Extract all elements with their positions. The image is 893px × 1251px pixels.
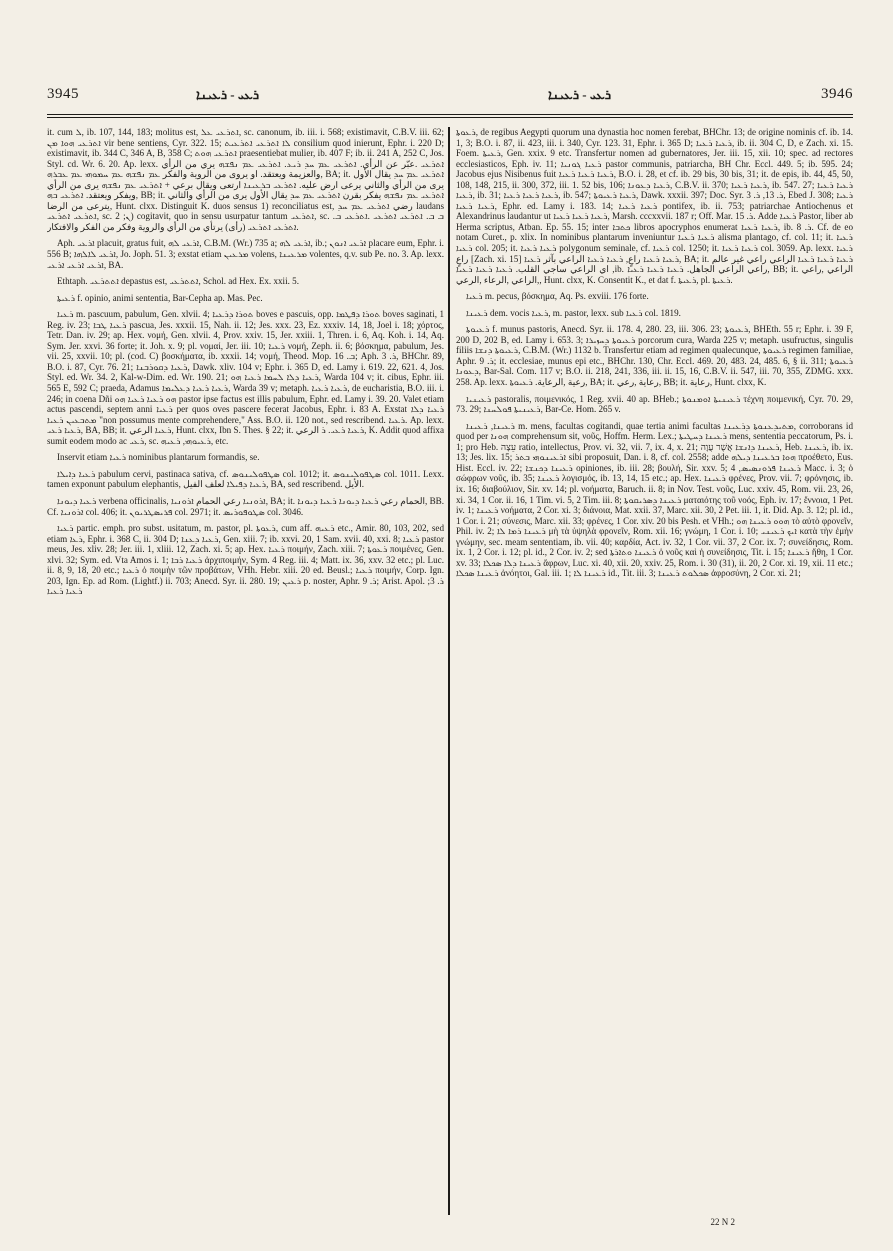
column-divider [448,127,450,1215]
page-number-left: 3945 [47,86,79,102]
entry-paragraph: ܪܥܝܢܝܐ pastoralis, ποιμενικός, 1 Reg. xvii. 40 ap. BHeb.; ܪܥܝܢܝܬܐ ܐܘܡܢܘܬܐ τέχνη ποιμενική, Cyr. 70. 29, 73. 29; ܪܥܝܢܝܬܐ ܦܘܠܚܢܐ, Bar-Ce. Hom. 265 v. [456,393,853,415]
entry-paragraph: Aph. ܐܪܥܝ placuit, gratus fuit, ܐܪܥܝ ܠܗ, C.B.M. (Wr.) 735 a; ܐܪܥܝ ܠܗ, ib.; ܐܪܥܝ ܐܢܘܢ placare eum, Ephr. i. 556 B; ܐܪܥܝ ܠܐܠܗܐ, Jo. Joph. 51. 3; exstat etiam ܡܪܥܝܢ volens, ܡܪܥܝܢܐ volentes, q.v. sub Pe. no. 3. Ap. lexx. ܐܪܥܝ ܐܪܥܝ ܐܪܥܝ, BA. [47,238,444,270]
entry-paragraph: Inservit etiam ܪܥܝܐ nominibus plantarum formandis, se. [57,452,260,463]
entry-paragraph: ܪܥܝܐ m. pecus, βόσκημα, Aq. Ps. exviii. 176 forte. [466,291,649,302]
entry-paragraph: it. cum ܠ, ib. 107, 144, 183; molitus est, ܐܬܪܥܝ ܥܠ, sc. canonum, ib. iii. i. 568; existimavit, C.B.V. iii. 62; ܐܬܪܥܝ ܗܘܐ ܡܢ vir bene sentiens, Cyr. 322. 15; ܠܐ ܐܬܪܥܝ ܐܬܪܥܝܬ consilium quod inierunt, Ephr. i. 220 D; existimavit, ib. 344 C, 346 A, B, 358 C; ܐܬܪܥܝ ܗܘܬ praesentiebat mulier, ib. 407 F; ib. ii. 241 A, 252 C, Jos. Styl. cd. Wr. 6. 20. Ap. lexx. ܐܬܪܥܝ .عبّر عن الرأي. ܐܬܪܥܝ ܥܡ ܚܕ ܪܝܥ. ܐܬܪܥܝ ܥܡ ܢܦܫܗ يري من الرأي والعزيمة ويعتقد. او يروى من الروية والفكر ܥܡ ܢܦܫܗ ܥܡ ܚܡܘܗܝ ܥܡ ܥܒܪܗ, BA; it. ܐܬܪܥܝ ܥܡ ܚܕ يقال الأول يرى من الرأي والثاني يرعى ارض عليه. ܐܬܪܥܝ ܒܪܥܝܢܐ ارتعى ويقال برعي + ܐܬܪܥܝ ܥܡ ܢܦܫܗ يرى من الرأي ويفكر ويعتقد. ܐܬܪܥܝ ܒܗ, BB; it. ܐܬܪܥܝ ܥܡ ܢܦܫܗ يفكر بقرن ܐܬܪܥܝ ܥܡ ܚܕ يقال الأول يرى من الرأي والثاني يترعى من الرضا, Hunt. clxx. Distinguit K. duos sensus 1) reconciliatus est, رضي ܐܬܪܥܝ ܥܡ ܚܕ laudans ܐܬܪܥܝ ܐܬܪܥܝ, sc. ܢ; 2) cogitavit, quo in sensu usurpatur tantum ܐܬܪܥܝ, sc. ܒ ܒ. ܐܬܪܥܝ ܐܬܪܥܝ .ܐܬܪܥܝ ܒ. ܐܬܪܥܝ ܐܬܪܥܝ (رأى) يرتأي من الرأي والروية وفكر من الفكر والافتكار. [47,127,444,232]
right-column [456,127,853,1215]
running-title-right: ܪܥܝ - ܪܥܝܢܐ [548,87,612,102]
signature-mark: 22 N 2 [710,1217,735,1227]
running-head [0,86,893,110]
entry-paragraph: ܪܥܝܐ partic. emph. pro subst. usitatum, m. pastor, pl. ܪܥܘܬܐ, cum aff. ܪܥܝܗ etc., Amir. 80, 103, 202, sed etiam ܪܥܐ, Ephr. i. 368 C, ii. 304 D; ܪܥܝܐ ܕܥܢܐ, Gen. xiii. 7; ib. xxvi. 20, 1 Sam. xvii. 40, xxi. 8; ܪܥܝܐ pastor meus, Jes. xliv. 28; Jer. iii. 1, xliii. 12, Zach. xi. 5; ap. Hex. ܪܥܝܐ ποιμήν, Zach. xiii. 7; ܪܥܘܬܐ ποιμένες, Gen. xlvi. 32; Sym. ed. Vta Amos i. 1; ܪܥܝܐ ܪܒܐ ἀρχιποιμήν, Sym. 4 Reg. iii. 4; Matt. ix. 36, xxv. 32 etc.; pl. Luc. ii. 8, 9, 18, 20 etc.; ܪܥܝܐ ὁ ποιμὴν τῶν προβάτων, VHh. Hebr. xiii. 20 ed. Beusl.; ܪܥܝܐ ποιμήν, Corp. Ign. 203, Ign. Ep. ad Rom. (Lightf.) ii. 703; Anecd. Syr. ii. 280. 19; ܪܥܝܢ p. noster, Aphr. ܪ. 9; Arist. Apol. ܪ. 3; ܪܥܝܐ ܪܥܝܐ [47,523,444,597]
entry-paragraph: Ethtaph. ܐܬܬܪܥܝ depastus est, ܐܬܬܪܥܝ, Schol. ad Hex. Ex. xxii. 5. [57,276,299,287]
entry-paragraph: ܪܥܝܐ ܕܝܘܢܐ verbena officinalis, ܐܪܘܢܝܐ رعي الحمام ܐܪܘܢܝܐ, BA; it. الحمام رعي ܪܥܝܐ ܕܝܘܢܐ ܪܥܝܐ ܕܝܘܢܐ, BB. Cf. ܐܪܘܢܝܐ col. 406; it. ܦܪܝܣܛܪܝܘܢ col. 2971; it. ܣܛܘܦܘܪܝܣ col. 3046. [47,495,444,517]
entry-paragraph: ܪܥܝܐ m. pascuum, pabulum, Gen. xlvii. 4; ܬܘܪܐ ܕܪܥܝܐ boves e pascuis, opp. ܬܘܪܐ ܕܦܛܡܐ boves saginati, 1 Reg. iv. 23; ܪܥܝܐ ܛܒܐ pascua, Jes. xxxii. 15, Nah. ii. 12; Jes. xxx. 23, Ez. xxxiv. 14, 18, Joel i. 18; χόρτος, Tetr. Dan. iv. 29; ap. Hex. νομή, Gen. xlvii. 4, Prov. xxiv. 15, Jer. xxiii. 1, Thren. i. 6, Aq. Koh. i. 14, Aq. Sym. Jer. xxvi. 36 forte; it. Joh. x. 9; pl. νομαί, Jer. iii. 10; ܪܥܝܐ νομή, Zeph. ii. 6; βόσκημα, pabulum, Jes. vii. 25, xxvii. 10; pl. (cod. C) βοσκήματα, ib. xxxii. 14; νομή, Theod. Mop. ܒ. 16; Aph. ܪ. 3, BHChr. 89, B.O. i. 87, Cyr. 76. 21; ܪܥܝܐ ܕܩܘܪܒܢܐ, Dawk. xliv. 104 v; Ephr. i. 365 D, ed. Lamy i. 619. 22, 621. 4, Jos. Styl. ed. Wr. 34. 2, Kal-w-Dim. ed. Wr. 190. 21; ܪܥܝܐ ܕܠܐ ܠܚܡܐ ܪܥܝܐ ܗܘ, Warda 104 v; it. cibus, Ephr. iii. 565 E, 592 C; praeda, Adamus ܪܥܝܐ ܪܥܝܐ ܕܥܠܝܡܐ, Warda 39 v; metaph. ܪܥܝܐ ܪܥܝܐ, de eucharistia, B.O. iii. i. 246; in coena Dñi ܗܘ ܪܥܝܐ ܪܥܝܐ ܗܘ pastor ipse factus est illis pabulum, Ephr. ed. Lamy i. 39. 20. Valet etiam actus pascendi, septem anni ܪܥܝܐ per quos oves pascere fecerat Jacobus, Ephr. i. 83 A. Exstat ܪܥܝܐ ܕܠܐ ܡܬܒܥܝܢ ܪܥܝܐ "non possumus mente comprehendere," Ass. B.O. ii. 120 not., sed rescribend. ܪܥܝܐ. Ap. lexx. ܪܥܝܐ ܪܥܝ, BA, BB; it. ܪܥܝܐ الرعي, Hunt. clxx, Ibn S. Thes. § 22; it. ܪܥܝܐ ܪܥܝ. ܪ الرعي, K. Addit quod affixa sumit eodem modo ac ܪܥܝ, sc. ܪܥܝܘܗܝ, ܪܥܝܗ, etc. [47,309,444,446]
header-rule [47,114,853,118]
entry-paragraph: ܪܥܝܐ ܕܐܝܠܐ pabulum cervi, pastinaca sativa, cf. ܣܛܦܘܠܝܢܘܣ col. 1012; it. ܣܛܦܘܠܝܢܘܣ col. 1011. Lexx. tamen exponunt pabulum elephantis, ܪܥܝܐ ܕܦܝܠܐ لعلف الفيل, BA, sed rescribend. الأيل. [47,468,444,490]
entry-paragraph: ܪܥܝܢܐ, ܪܥܝܢܐ m. mens, facultas cogitandi, quae tertia animi facultas ܡܬܝܕܥܢܘܬܐ ܕܪܥܝܢܐ, corroborans id quod per ܗܘܢܐ comprehensum sit, νοῦς, Hoffm. Herm. Lex.; ܪܥܝܢܐ ܕܚܛܝܬܐ mens, sententia peccatorum, Ps. i. 1; pro Heb. עֵצָה ratio, intellectus, Prov. vi. 32, vii. 7, ix. 4, x. 21; ܪܥܝܢܐ ܕܐܢܫܐ אֲשֶׁר עֲוָה, Heb. ܪܥܝܢܐ, ib. ix. 13; Jes. lix. 15; ܐܪܥܝܢܘܗܝ ܒܬܪ sibi proposuit, Dan. i. 8, cf. col. 2558; adde ܗܘܐ ܒܪܥܝܢܐ ܕܝܠܗ προέθετο, Eus. Hist. Eccl. iv. 22; ܪܥܝܢܐ ܕܟܢܫܐ opiniones, ib. iii. 28; βουλή, Sir. xxv. 5; ܪܥܝܢܐ ܦܪܘܢܣܝܣ, 4 Macc. i. 3; ὁ σώφρων νοῦς, ib. 35; ܪܥܝܢܐ λογισμός, ib. 13, 14, 15 etc.; ap. Hex. ܪܥܝܢܐ φρένες, Prov. vii. 7; φρόνησις, ib. ix. 16; διαβούλιον, Sir. xv. 14; pl. νοήματα, Baruch. ii. 8; in Nov. Test. νοῦς, Luc. xxiv. 45, Rom. vii. 23, 26, xi. 34, 1 Cor. ii. 16, 1 Tim. vi. 5, 2 Tim. iii. 8; ܪܥܝܢܐ ܕܣܪܝܩܘܬܐ ματαιότης τοῦ νοός, Eph. iv. 17; ἔννοια, 1 Pet. iv. 1; ܪܥܝܢܐ νοήματα, 2 Cor. xi. 3; διάνοια, Mat. xxii. 37, Marc. xii. 30, 2 Pet. iii. 1, it. Did. Ap. 3. 12; pl. id., 1 Cor. i. 21; σύνεσις, Marc. xii. 33; φρένες, 1 Cor. xiv. 20 bis Pesh. et VHh.; ܗܘܘ ܪܥܝܢܐ ܗܘ τὸ αὐτὸ φρονεῖν, Phil. iv. 2; ܪܥܝܢܐ ܪܡܐ ܠܐ μὴ τὰ ὑψηλὰ φρονεῖν, Rom. xii. 16; γνώμη, 1 Cor. i. 10; ܐܝܟ ܪܥܝܢܝ κατὰ τὴν ἐμὴν γνώμην, sec. meam sententiam, ib. vii. 40; καρδία, Act. iv. 32, 1 Cor. vii. 37, 2 Cor. ix. 7; συνείδησις, Rom. ix. 1, 2 Cor. i. 12; pl. id., 2 Cor. iv. 2; sed ܪܥܝܢܐ ܘܬܐܪܬܐ ὁ νοῦς καὶ ἡ συνείδησις, Tit. i. 15; ܪܥܝܢܐ ἤθη, 1 Cor. xv. 33; ܪܥܝܢܐ ܕܠܐ ܣܟܠܐ ἄφρων, Luc. xi. 40, xii. 20, xxiv. 25, Rom. i. 30 (31), ii. 20, 2 Cor. xi. 19, xii. 11 etc.; ܪܥܝܢܐ ܣܟܠܐ ἀνόητοι, Gal. iii. 1; ܪܥܝܢܐ ܠܐ id., Tit. iii. 3; ܣܟܠܘܬ ܪܥܝܢܐ ἀφροσύνη, 2 Cor. xi. 21; [456,420,853,579]
text-columns [47,127,853,1215]
entry-paragraph: ܪܥܘܬܐ, de regibus Aegypti quorum una dynastia hoc nomen ferebat, BHChr. 13; de origine nominis cf. ib. 14. 1, 3; B.O. i. 87, ii. 423, iii. i. 340, Cyr. 123. 31, Ephr. i. 365 D; ܪܥܝܐ ܪܥܝܐ, ib. ii. 304 C, D, e Zach. xi. 15. Foem. ܪܥܝܬܐ, Gen. xxix. 9 etc. Transfertur nomen ad gubernatores, Jer. iii. 15, xii. 10; spec. ad rectores ecclesiasticos, Eph. iv. 11; ܪܥܝܐ ܓܘܢܝܐ pastor communis, patriarcha, BH Chr. Eccl. 449. 5; ib. 595. 24; Jacobus ejus Nisibenus fuit ܪܥܝܐ ܪܥܝܐ ܪܥܝܐ, B.O. i. 28, et cf. ib. 29 bis, 30 bis, 31; it. de epis, ib. 44, 45, 50, 108, 148, 215, ii. 300, 372, iii. 1. 52 bis, 106; ܪܥܝܐ ܕܥܘܢܐ, C.B.V. ii. 370; ܪܥܝܐ ܪܥܝܐ, ib. 547. 27; ܪܥܝܐ ܪܥܝܐ ܪܥܝܐ, ib. 31; ܪܥܝܐ ܪܥܝܐ ܪܥܝܐ, ib. 547; ܪܥܝܐ ܪܥܝܘܬܐ, Dawk. xxxii. 397; Doc. Syr. ܪ. 13, ܪ. 3, Ebed J. 308; ܪܥܝܐ ܪܥܝܐ ܪܥܝܐ, Ephr. ed. Lamy i. 183. 14; ܪܥܝܐ ܪܥܝܐ pontifex, ib. ii. 753; patriarchae Antiochenus et Alexandrinus laudantur ut ܪܥܝܐ ܪܥܝܐ ܪܥܝܐ, Marsh. cccxxvii. 187 r; Off. Mar. ܪ. 15. Adde ܪܥܝܐ Pastor, liber ab Herma scriptus, Atban. Ep. 55. 15; inter ܟܬܒܐ libros apocryphos enumerat ܪܥܝܐ ܪܥܝܐ, ib. ܪ. 8. Cf. de eo notam Curet., p. xlix. In nominibus plantarum inveniuntur ܪܥܝܐ ܪܥܝܐ alisma plantago, cf. col. 11; it. ܪܥܝܐ ܪܥܝܐ col. 205; it. ܪܥܝܐ ܪܥܝܐ polygonum seminale, cf. ܪܥܝܐ col. 1250; it. ܪܥܝܐ ܪܥܝܐ col. 3059. Ap. lexx. ܪܥܝܐ راعٍ [Zach. xi. 15] ܪܥܝܐ ܪܥܝܐ راعٍ, ܪܥܝܐ ܪܥܝܐ الراعي بآثر ܪܥܝܐ, BA; it. ܪܥܝܐ ܪܥܝܐ ܪܥܝܐ الراعي راعي غير عالم اي الراعي ساجي القلب. ܪܥܝܐ ܪܥܝܐ ܪܥܝܐ ,ib. راعي الراعي الجاهل. ܪܥܝܐ ܪܥܝܐ ܪܥܝܐ, BB; it. الراعي ,راعي ,الراعي ,الرعاء ,الرعي, Hunt. clxx, K. Consentit K., et dat f. ܪܥܝܬܐ, pl. ܪܥܝܬܐ. [456,127,853,285]
left-column [47,127,444,1215]
running-title-left: ܪܥܝ - ܪܥܝܢܐ [196,87,260,102]
page-number-right: 3946 [821,86,853,102]
entry-paragraph: ܪܥܝܢܐ dem. vocis ܪܥܝܐ, m. pastor, lexx. sub ܪܥܝܐ col. 1819. [466,307,681,318]
entry-paragraph: ܪܥܝܘܬܐ f. munus pastoris, Anecd. Syr. ii. 178. 4, 280. 23, iii. 306. 23; ܪܥܝܘܬܐ, BHEth. 55 r; Ephr. i. 39 F, 200 D, 202 B, ed. Lamy i. 653. 3; ܪܥܝܘܬܐ ܕܚܙܝܪܐ porcorum cura, Warda 225 v; metaph. usufructus, singulis filiis ܪܥܝܘܬܐ ܕܢܫܐ, C.B.M. (Wr.) 1132 b. Transfertur etiam ad regimen qualecunque, ܪܥܝܘܬܐ regimen familiae, Aphr. ܪ. 9; it. ecclesiae, munus epi etc., BHChr. 130, Chr. Eccl. 469. 20, 483. 24, 485. 6, § ii. 311; ܪܥܝܘܬܐ ܕܥܘܢܐ, Bar-Sal. Com. 117 v; B.O. ii. 218, 241, 336, iii. ii. 15, 16, C.B.V. ii. 547, iii. 70, 355, ZDMG. xxx. 258. Ap. lexx. رعية ,الرعاية. ܪܥܝܘܬܐ, BA; it. رعاية ,رعي, BB; it. رعاية, Hunt. clxx, K. [456,324,853,388]
entry-paragraph: ܪܥܝܬܐ f. opinio, animi sententia, Bar-Cepha ap. Mas. Pec. [57,292,263,303]
